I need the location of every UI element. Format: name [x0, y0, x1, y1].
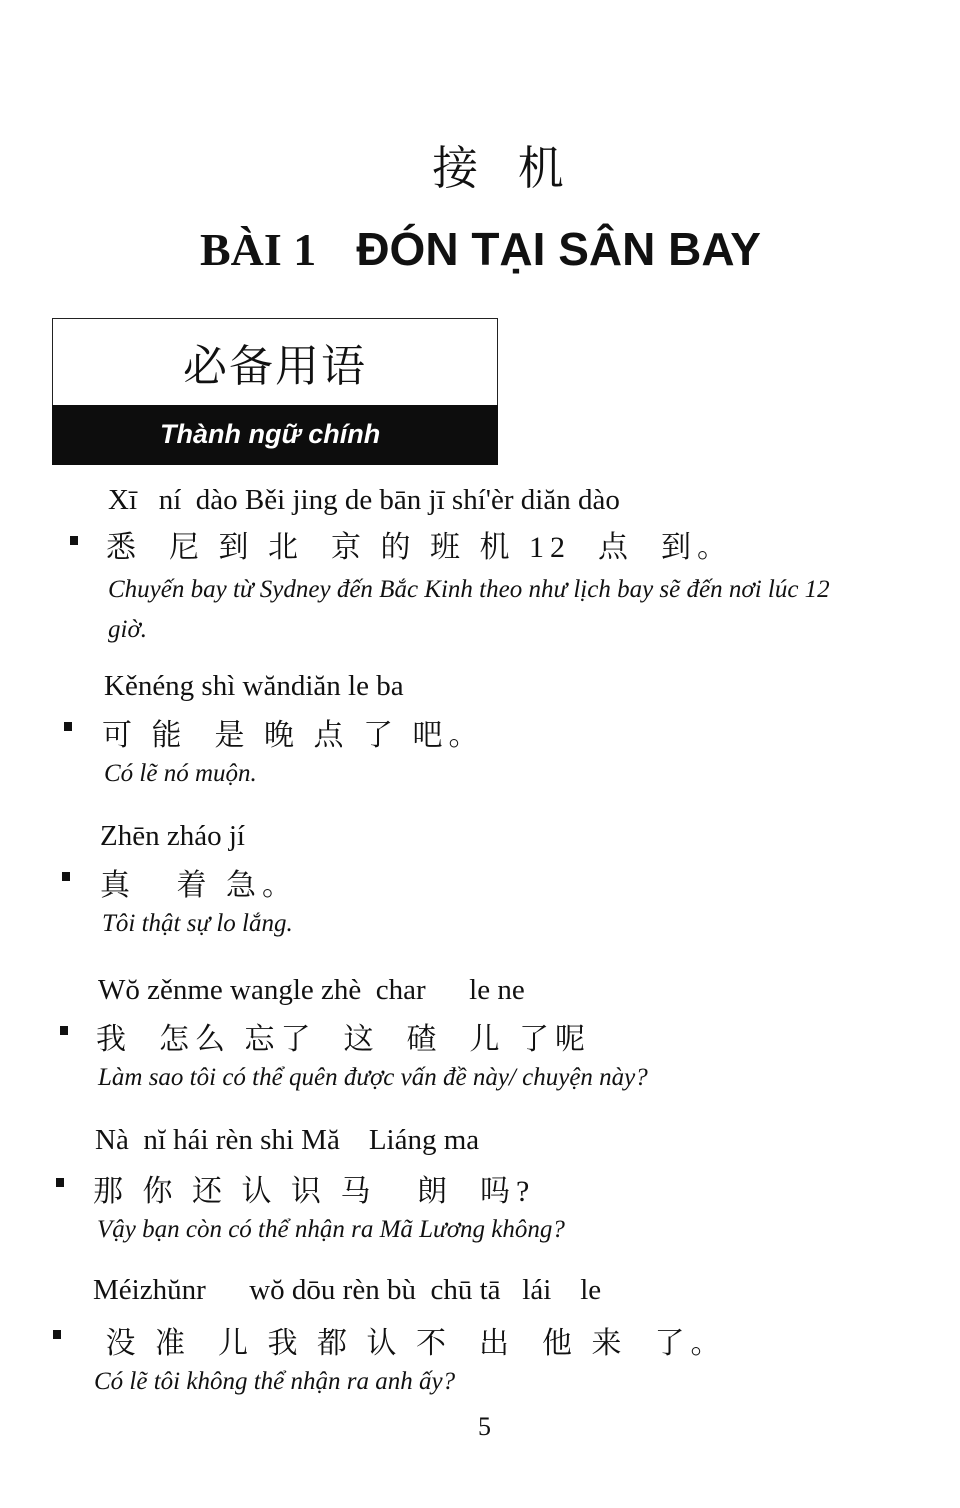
phrase-pinyin: Wŏ zěnme wangle zhè char le ne — [98, 974, 525, 1006]
bullet-icon — [56, 1178, 64, 1187]
phrase-hanzi: 可 能 是 晚 点 了 吧。 — [102, 719, 485, 752]
bullet-icon — [60, 1026, 68, 1035]
phrase-hanzi: 没 准 儿 我 都 认 不 出 他 来 了。 — [92, 1327, 727, 1360]
phrase-hanzi: 那 你 还 认 识 马 朗 吗? — [93, 1175, 536, 1208]
phrase-pinyin: Nà nĭ hái rèn shi Mă Liáng ma — [95, 1124, 480, 1156]
phrase-hanzi: 真 着 急。 — [100, 869, 298, 902]
phrase-pinyin: Kěnéng shì wăndiăn le ba — [104, 670, 404, 702]
phrase-vietnamese: Chuyến bay từ Sydney đến Bắc Kinh theo như lịch bay sẽ đến nơi lúc 12 — [108, 576, 830, 603]
section-header-box — [52, 318, 498, 465]
bullet-icon — [70, 536, 78, 545]
lesson-number: BÀI 1 — [200, 224, 317, 275]
lesson-name: ĐÓN TẠI SÂN BAY — [356, 223, 761, 275]
bullet-icon — [64, 722, 72, 731]
section-vietnamese-heading: Thành ngữ chính — [52, 405, 498, 465]
phrase-hanzi: 悉 尼 到 北 京 的 班 机 12 点 到。 — [106, 531, 733, 564]
phrase-vietnamese: Làm sao tôi có thể quên được vấn đề này/ chuyện này? — [98, 1064, 648, 1091]
phrase-pinyin: Xī ní dào Běi jing de bān jī shí'èr diăn dào — [108, 484, 620, 516]
bullet-icon — [53, 1330, 61, 1339]
phrase-vietnamese: Tôi thật sự lo lắng. — [102, 910, 293, 937]
phrase-pinyin: Méizhŭnr wŏ dōu rèn bù chū tā lái le — [93, 1274, 602, 1306]
phrase-pinyin: Zhēn zháo jí — [100, 820, 245, 852]
bullet-icon — [62, 872, 70, 881]
phrase-vietnamese: Có lẽ tôi không thể nhận ra anh ấy? — [94, 1368, 456, 1395]
phrase-hanzi: 我 怎么 忘了 这 碴 儿 了呢 — [96, 1023, 591, 1056]
phrase-vietnamese-cont: giờ. — [108, 616, 148, 643]
phrase-vietnamese: Vậy bạn còn có thể nhận ra Mã Lương không? — [97, 1216, 565, 1243]
chinese-title: 接 机 — [432, 143, 578, 194]
phrase-vietnamese: Có lẽ nó muộn. — [104, 760, 257, 787]
lesson-title — [200, 222, 761, 276]
section-chinese-heading: 必备用语 — [183, 342, 367, 391]
page-number: 5 — [478, 1412, 491, 1441]
